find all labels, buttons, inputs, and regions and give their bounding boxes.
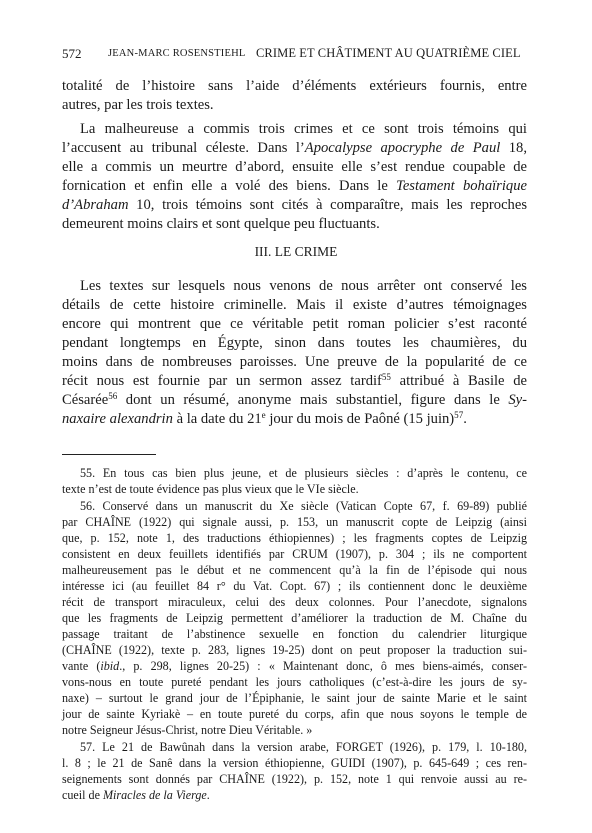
footnote-line: que les fragments de Leipzig permettent d’améliorer la traduction de M. Chaîne du xyxy=(62,611,527,625)
body-line: La malheureuse a commis trois crimes et ce sont trois témoins qui xyxy=(80,121,527,137)
footnote-line: 55. En tous cas bien plus jeune, et de plusieurs siècles : d’après le contenu, ce xyxy=(80,466,527,480)
footnote-line: vante (ibid., p. 298, lignes 20-25) : « Maintenant donc, ô mes biens-aimés, conser- xyxy=(62,659,527,673)
running-head-title: CRIME ET CHÂTIMENT AU QUATRIÈME CIEL xyxy=(256,46,521,60)
body-line: demeurent moins clairs et sont quelque peu fluctuants. xyxy=(62,216,380,232)
footnote-line: consistent en deux feuillets identifiés par CRUM (1907), p. 304 ; ils ne comportent xyxy=(62,547,527,561)
footnote-line: jour de sainte Kyriakè – en toute pureté du corps, afin que nous soyons le temple de xyxy=(62,707,527,721)
body-line: totalité de l’histoire sans l’aide d’éléments extérieurs fournis, entre xyxy=(62,78,527,94)
footnote-ref: 55 xyxy=(381,372,391,383)
footnote-line: par CHAÎNE (1922) qui signale aussi, p. 153, un manuscrit copte de Leipzig (ainsi xyxy=(62,515,527,529)
footnote-line: naxe) – surtout le grand jour de l’Épiphanie, le saint jour de sainte Marie et le saint xyxy=(62,691,527,705)
page-number: 572 xyxy=(62,46,82,61)
body-line: récit nous est fournie par un sermon assez tardif$^{55}$ attribué à Basile de xyxy=(62,372,527,389)
body-line: Césarée$^{56}$ dont un résumé, anonyme mais substantiel, figure dans le Sy- xyxy=(62,391,527,408)
footnote-separator xyxy=(62,454,156,455)
body-line: encore qui montrent que ce véritable petit roman policier s’est raconté xyxy=(62,316,527,332)
footnote-line: récit de transport miraculeux, celui des deux colonnes. Pour l’anecdote, signalons xyxy=(62,595,527,609)
body-line: d’Abraham 10, trois témoins sont cités à comparaître, mais les reproches xyxy=(62,197,527,213)
footnote-line: intéresse ici (au feuillet 84 r° du Vat. Copt. 67) ; ils contiennent donc le deuxième xyxy=(62,579,527,593)
body-line: pendant longtemps en Égypte, sinon dans toutes les chaumières, du xyxy=(62,335,527,351)
footnote-line: seignements sont donnés par CHAÎNE (1922), p. 152, note 1 qui renvoie aussi au re- xyxy=(62,772,527,786)
footnote-line: malheureusement pas le début et ne commencent qu’à la fin de l’épisode qui nous xyxy=(62,563,527,577)
footnote-line: notre Seigneur Jésus-Christ, notre Dieu Véritable. » xyxy=(62,723,313,737)
footnote-ref: 56 xyxy=(108,391,118,402)
body-line: naxaire alexandrin à la date du 21e jour du mois de Paôné (15 juin)$^{57}$. xyxy=(62,410,467,427)
body-line: détails de cette histoire criminelle. Mais il existe d’autres témoignages xyxy=(62,297,527,313)
footnote-line: 57. Le 21 de Bawûnah dans la version arabe, FORGET (1926), p. 179, l. 10-180, xyxy=(80,740,527,754)
footnote-line: (CHAÎNE (1922), texte p. 283, lignes 19-25) dont on peut proposer la traduction sui- xyxy=(62,643,527,657)
footnote-line: texte n’est de toute évidence pas plus vieux que le VIe siècle. xyxy=(62,482,359,496)
footnote-line: l. 8 ; le 21 de Sanê dans la version éthiopienne, GUIDI (1907), p. 645-649 ; ces ren- xyxy=(62,756,527,770)
body-line: Les textes sur lesquels nous venons de nous arrêter ont conservé les xyxy=(80,278,527,294)
body-line: fornication et enfin elle a volé des biens. Dans le Testament bohaïrique xyxy=(62,178,527,194)
body-line: moins dans de nombreuses paroisses. Une preuve de la popularité de ce xyxy=(62,354,527,370)
footnote-line: vons-nous en toute pureté pendant les jours catholiques (c’est-à-dire les jours de sy- xyxy=(62,675,527,689)
footnote-line: que, p. 152, note 1, des traductions éthiopiennes) ; les fragments coptes de Leipzig xyxy=(62,531,527,545)
footnote-line: passage traitant de l’abstinence sexuelle en fonction du calendrier liturgique xyxy=(62,627,527,641)
running-head-author: JEAN-MARC ROSENSTIEHL xyxy=(108,48,246,59)
footnote-line: 56. Conservé dans un manuscrit du Xe siècle (Vatican Copte 67, f. 69-89) publié xyxy=(80,499,527,513)
footnote-line: cueil de Miracles de la Vierge. xyxy=(62,788,210,802)
section-heading: III. LE CRIME xyxy=(254,244,338,259)
body-line: l’accusent au tribunal céleste. Dans l’Apocalypse apocryphe de Paul 18, xyxy=(62,140,527,156)
body-line: elle a commis un meurtre d’abord, ensuite elle s’est rendue coupable de xyxy=(62,159,527,175)
footnote-ref: 57 xyxy=(454,410,464,421)
body-line: autres, par les trois textes. xyxy=(62,97,214,113)
